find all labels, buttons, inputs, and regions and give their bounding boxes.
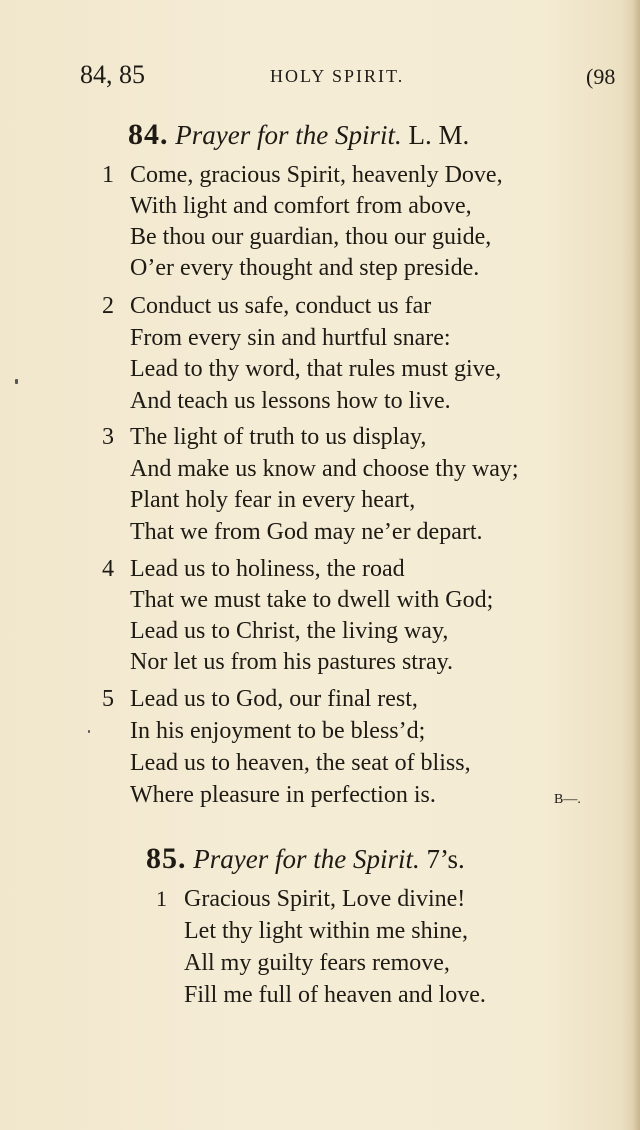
verse-line: Lead us to Christ, the living way, [130,618,449,644]
verse-number: 1 [156,886,167,911]
verse-line: In his enjoyment to be bless’d; [130,718,426,744]
ink-speck [88,730,90,733]
verse-line: The light of truth to us display, [130,424,427,450]
verse-number: 5 [102,686,114,712]
verse-line: Lead us to holiness, the road [130,556,405,582]
verse-line: From every sin and hurtful snare: [130,325,451,351]
verse-line: Plant holy fear in every heart, [130,487,416,513]
verse-line: Lead us to God, our final rest, [130,686,418,712]
verse-number: 1 [102,162,114,188]
verse-number: 3 [102,424,114,450]
verse-line: Let thy light within me shine, [184,918,468,944]
header-hymn-numbers: 84, 85 [80,60,145,89]
header-page-number: (98 [586,64,616,89]
verse-number: 4 [102,556,114,582]
hymn-85-heading [146,842,465,876]
verse-line: All my guilty fears remove, [184,950,450,976]
verse-line: That we from God may ne’er depart. [130,519,483,545]
hymn-84-heading [128,118,469,152]
hymn-number: 84. [128,118,169,151]
verse-line: Come, gracious Spirit, heavenly Dove, [130,162,503,188]
hymn-meter: 7’s. [426,844,465,874]
verse-line: Fill me full of heaven and love. [184,982,486,1008]
verse-line: With light and comfort from above, [130,193,472,219]
verse-line: That we must take to dwell with God; [130,587,494,613]
running-header [80,60,616,94]
hymn-title: Prayer for the Spirit. [175,120,402,150]
verse-line: Lead to thy word, that rules must give, [130,356,502,382]
hymn-title: Prayer for the Spirit. [193,844,420,874]
hymn-number: 85. [146,842,187,875]
header-running-title: HOLY SPIRIT. [270,66,405,86]
verse-line: Be thou our guardian, thou our guide, [130,224,492,250]
hymn-84-author: B—. [554,792,581,807]
verse-line: Gracious Spirit, Love divine! [184,886,466,912]
verse-line: Lead us to heaven, the seat of bliss, [130,750,471,776]
verse-line: O’er every thought and step preside. [130,255,480,281]
verse-line: Nor let us from his pastures stray. [130,649,454,675]
verse-line: And teach us lessons how to live. [130,388,451,414]
ink-speck [15,379,18,384]
hymn-meter: L. M. [408,120,470,150]
page-edge [632,0,640,1130]
verse-number: 2 [102,293,114,319]
verse-line: And make us know and choose thy way; [130,456,519,482]
verse-line: Where pleasure in perfection is. [130,782,436,808]
verse-line: Conduct us safe, conduct us far [130,293,432,319]
